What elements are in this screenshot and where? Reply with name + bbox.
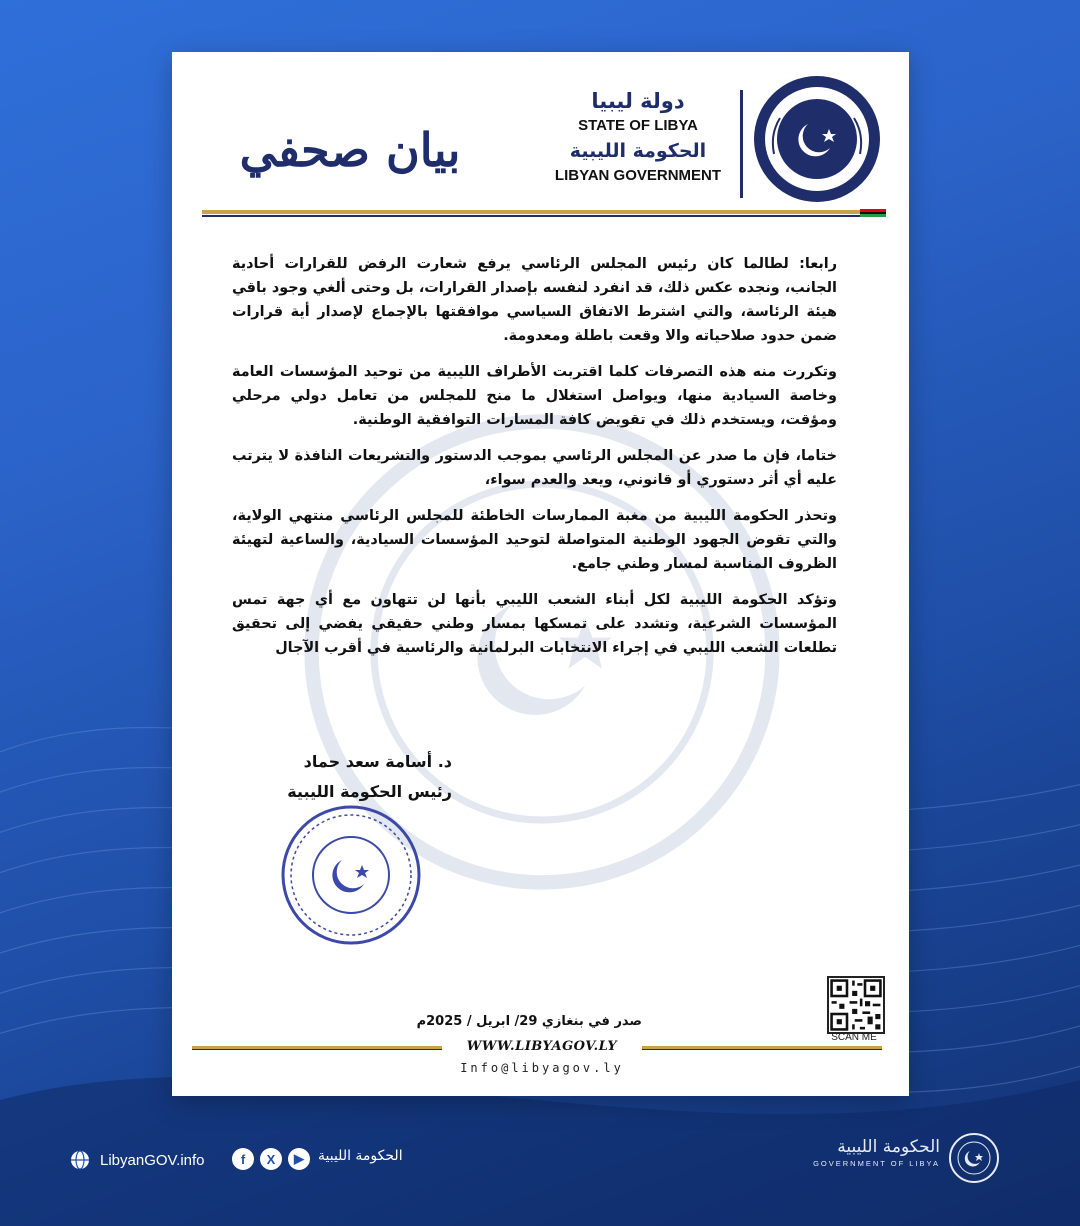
social-handle: الحكومة الليبية bbox=[318, 1148, 403, 1164]
signatory-name: د. أسامة سعد حماد bbox=[303, 752, 452, 771]
header-divider bbox=[740, 90, 743, 198]
social-links bbox=[232, 1148, 310, 1170]
brand-logo bbox=[948, 1132, 1000, 1184]
government-emblem bbox=[752, 74, 882, 204]
state-title-block bbox=[542, 88, 734, 188]
brand-name-en: GOVERNMENT OF LIBYA bbox=[813, 1159, 940, 1168]
government-name-en: LIBYAN GOVERNMENT bbox=[554, 167, 722, 184]
facebook-icon[interactable]: f bbox=[232, 1148, 254, 1170]
header-navy-rule bbox=[202, 215, 882, 217]
press-release-title: بيان صحفي bbox=[239, 123, 461, 177]
paragraph: ختاما، فإن ما صدر عن المجلس الرئاسي بموجب الدستور والتشريعات النافذة لا يترتب عليه أي أثر دستوري أو قانوني، ويعد والعدم سواء، bbox=[232, 448, 837, 488]
youtube-icon[interactable]: ▶ bbox=[288, 1148, 310, 1170]
paragraph: رابعا: لطالما كان رئيس المجلس الرئاسي يرفع شعارت الرفض للقرارات أحادية الجانب، ونجده عكس ذلك، قد انفرد لنفسه بإصدار القرارات، بل وحتى ألغي وجود باقي هيئة الرئاسة، والتي اشترط الاتفاق السياسي موافقتها بالإجماع لإصدار أية قرارات ضمن حدود صلاحياته والا وقعت باطلة ومعدومة. bbox=[232, 256, 837, 344]
website-link[interactable]: WWW.LIBYAGOV.LY bbox=[442, 1039, 642, 1057]
libya-flag-icon bbox=[860, 209, 886, 217]
issued-date: صدر في بنغازي 29/ ابريل / 2025م bbox=[416, 1014, 642, 1029]
globe-icon bbox=[70, 1150, 90, 1170]
x-icon[interactable]: X bbox=[260, 1148, 282, 1170]
header-gold-rule bbox=[202, 210, 882, 214]
official-stamp bbox=[280, 804, 422, 946]
qr-code[interactable] bbox=[827, 976, 885, 1034]
document-page bbox=[172, 52, 909, 1096]
email-link[interactable]: Info@libyagov.ly bbox=[460, 1061, 624, 1075]
state-name-ar: دولة ليبيا bbox=[591, 89, 685, 113]
scan-me-label: SCAN ME bbox=[831, 1032, 877, 1043]
website-footer-link[interactable] bbox=[70, 1146, 205, 1174]
paragraph: وتكررت منه هذه التصرفات كلما اقتربت الأطراف الليبية من توحيد المؤسسات العامة وخاصة السيادية منها، ويواصل استغلال ما منح للمجلس من تعامل دولي مرحلي ومؤقت، ويستخدم ذلك في تقويض كافة المسارات التوافقية الوطنية. bbox=[232, 364, 837, 428]
brand-name-ar: الحكومة الليبية bbox=[837, 1137, 940, 1157]
brand-wordmark bbox=[790, 1136, 940, 1170]
paragraph: وتؤكد الحكومة الليبية لكل أبناء الشعب الليبي بأنها لن تتهاون مع أي جهة تمس المؤسسات الشرعية، وتشدد على تمسكها بمسار وطني حقيقي يفضي إلى تحقيق تطلعات الشعب الليبي في إجراء الانتخابات البرلمانية والرئاسية في أقرب الآجال bbox=[232, 592, 837, 656]
signature-block bbox=[242, 747, 452, 807]
government-name-ar: الحكومة الليبية bbox=[569, 140, 707, 162]
state-name-en: STATE OF LIBYA bbox=[578, 117, 698, 134]
statement-body bbox=[232, 252, 837, 672]
site-url: LibyanGOV.info bbox=[100, 1151, 205, 1169]
signatory-title: رئيس الحكومة الليبية bbox=[287, 782, 452, 801]
paragraph: وتحذر الحكومة الليبية من مغبة الممارسات الخاطئة للمجلس الرئاسي منتهي الولاية، والتي تقوض الجهود الوطنية المتواصلة لتوحيد المؤسسات السيادية، والساعية لتهيئة الظروف المناسبة لمسار وطني جامع. bbox=[232, 508, 837, 572]
